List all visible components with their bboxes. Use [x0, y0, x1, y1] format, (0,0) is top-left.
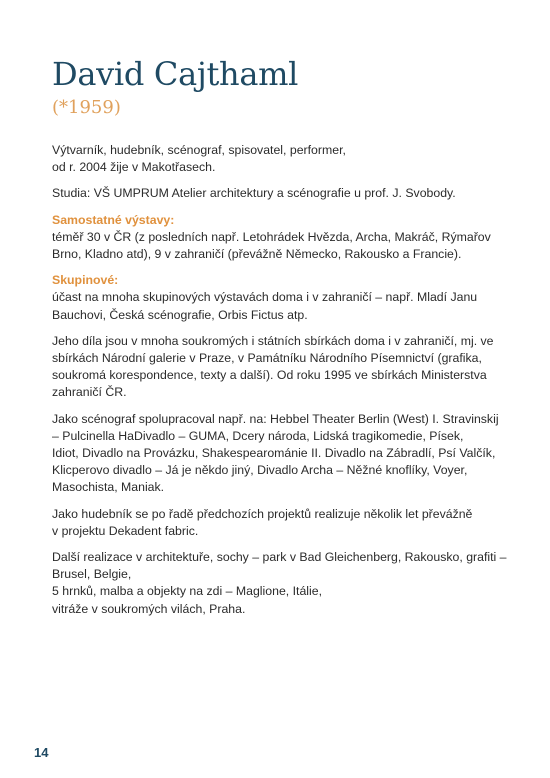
studies-paragraph: [52, 185, 502, 202]
collections-paragraph: [52, 333, 502, 402]
intro-paragraph: [52, 142, 502, 176]
page-number: 14: [34, 745, 49, 760]
text-line: Jako scénograf spolupracoval např. na: Hebbel Theater Berlin (West) I. Stravinskij: [52, 411, 499, 426]
text-line: účast na mnoha skupinových výstavách doma i v zahraničí – např. Mladí Janu: [52, 290, 478, 305]
text-line: téměř 30 v ČR (z posledních např. Letohrádek Hvězda, Archa, Makráč, Rýmařov: [52, 229, 491, 244]
text-line: soukromá korespondence, texty a další). Od roku 1995 ve sbírkách Ministerstva: [52, 368, 487, 383]
text-line: Brusel, Belgie,: [52, 567, 132, 582]
solo-exhibitions-paragraph: [52, 212, 502, 264]
birth-year: (*1959): [52, 97, 121, 118]
group-exhibitions-heading: Skupinové:: [52, 273, 119, 288]
text-line: Klicperovo divadlo – Já je někdo jiný, Divadlo Archa – Něžné knoflíky, Voyer,: [52, 463, 468, 478]
realizations-paragraph: [52, 549, 507, 618]
text-line: Jako hudebník se po řadě předchozích projektů realizuje několik let převážně: [52, 506, 473, 521]
text-line: vitráže v soukromých vilách, Praha.: [52, 601, 246, 616]
text-line: Jeho díla jsou v mnoha soukromých i státních sbírkách doma i v zahraničí, mj. ve: [52, 333, 494, 348]
text-line: od r. 2004 žije v Makotřasech.: [52, 160, 216, 175]
text-line: sbírkách Národní galerie v Praze, v Památníku Národního Písemnictví (grafika,: [52, 351, 482, 366]
artist-name: David Cajthaml: [52, 55, 299, 93]
text-line: – Pulcinella HaDivadlo – GUMA, Dcery národa, Lidská tragikomedie, Písek,: [52, 428, 464, 443]
text-line: v projektu Dekadent fabric.: [52, 523, 199, 538]
text-line: Studia: VŠ UMPRUM Atelier architektury a scénografie u prof. J. Svobody.: [52, 186, 456, 201]
group-exhibitions-paragraph: [52, 272, 502, 324]
text-line: Bauchovi, Česká scénografie, Orbis Fictus atp.: [52, 307, 308, 322]
text-line: Idiot, Divadlo na Provázku, Shakespearománie II. Divadlo na Zábradlí, Psí Valčík,: [52, 446, 496, 461]
music-paragraph: [52, 506, 502, 540]
text-line: Masochista, Maniak.: [52, 480, 165, 495]
biography: [52, 142, 507, 627]
text-line: Další realizace v architektuře, sochy – park v Bad Gleichenberg, Rakousko, grafiti –: [52, 550, 507, 565]
text-line: zahraničí ČR.: [52, 385, 127, 400]
text-line: 5 hrnků, malba a objekty na zdi – Maglione, Itálie,: [52, 584, 323, 599]
text-line: Brno, Kladno atd), 9 v zahraničí (převážně Německo, Rakousko a Francie).: [52, 247, 462, 262]
text-line: Výtvarník, hudebník, scénograf, spisovatel, performer,: [52, 143, 346, 157]
scenography-paragraph: [52, 411, 502, 497]
solo-exhibitions-heading: Samostatné výstavy:: [52, 212, 175, 227]
